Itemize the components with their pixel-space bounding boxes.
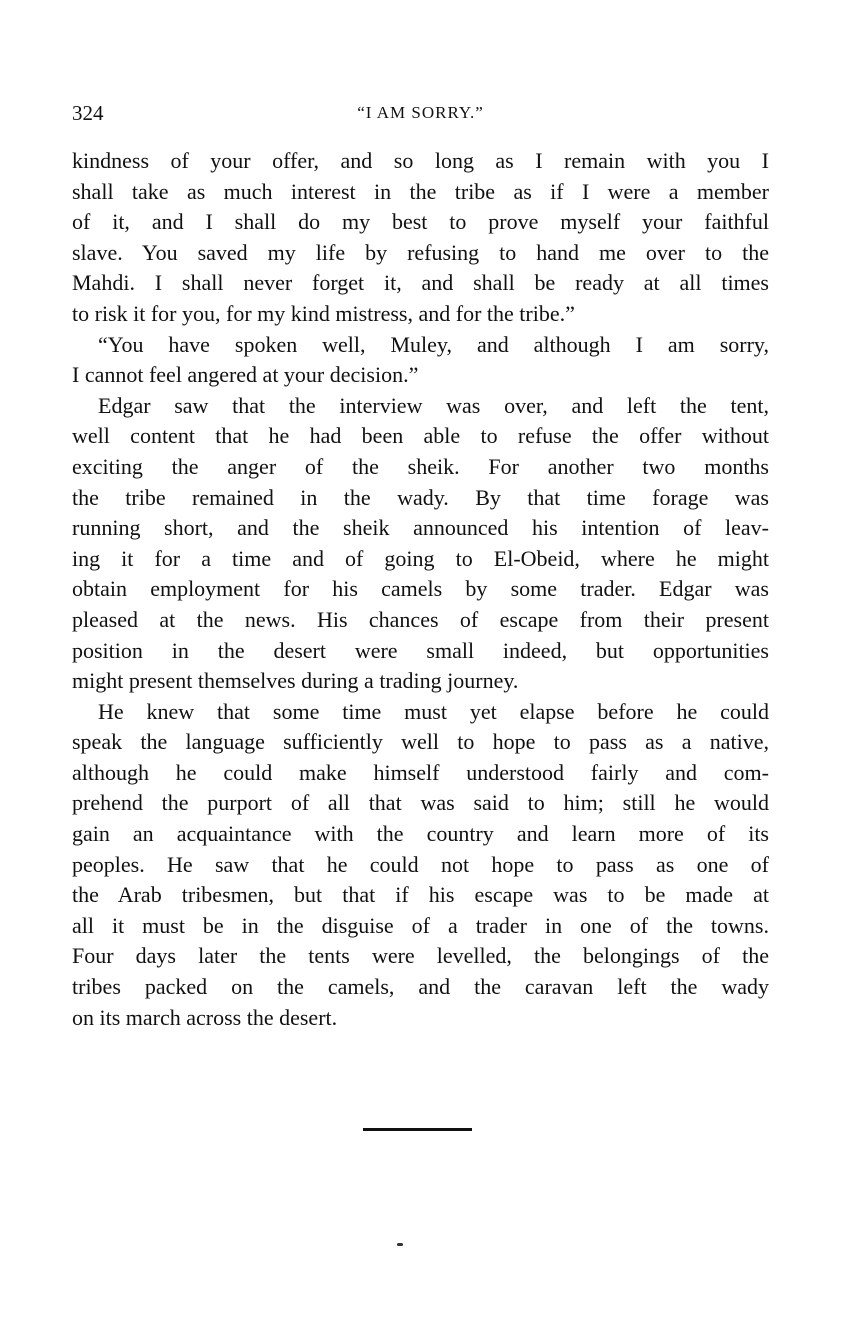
text-line: slave. You saved my life by refusing to hand me over to the [72,239,769,265]
text-line: the Arab tribesmen, but that if his escape was to be made at [72,882,769,908]
text-line: well content that he had been able to refuse the offer without [72,423,769,449]
text-line: Mahdi. I shall never forget it, and shall be ready at all times [72,270,769,296]
text-line: kindness of your offer, and so long as I remain with you I [72,148,769,173]
running-title: “I AM SORRY.” [357,103,484,122]
text-line: although he could make himself understood fairly and com- [72,759,769,785]
text-line: pleased at the news. His chances of escape from their present [72,606,769,632]
text-line: to risk it for you, for my kind mistress, and for the tribe.” [72,300,575,326]
text-line: Four days later the tents were levelled, the belongings of the [72,943,769,969]
text-line: Edgar saw that the interview was over, and left the tent, [98,392,769,418]
page-number: 324 [72,101,104,125]
text-line: gain an acquaintance with the country and learn more of its [72,821,769,847]
chapter-end-rule [363,1128,472,1131]
text-line: exciting the anger of the sheik. For another two months [72,453,769,479]
text-line: running short, and the sheik announced his intention of leav- [72,515,769,541]
text-line: all it must be in the disguise of a trader in one of the towns. [72,912,769,938]
text-line: shall take as much interest in the tribe as if I were a member [72,178,769,204]
text-line: of it, and I shall do my best to prove myself your faithful [72,209,769,235]
text-line: ing it for a time and of going to El-Obeid, where he might [72,545,769,571]
text-line: on its march across the desert. [72,1004,338,1030]
text-line: obtain employment for his camels by some trader. Edgar was [72,576,769,602]
text-line: position in the desert were small indeed, but opportunities [72,637,769,663]
print-speck [397,1243,403,1246]
text-line: speak the language sufficiently well to hope to pass as a native, [72,729,769,755]
text-line: the tribe remained in the wady. By that time forage was [72,484,769,510]
text-line: He knew that some time must yet elapse before he could [98,698,769,724]
text-line: tribes packed on the camels, and the caravan left the wady [72,974,769,1000]
text-line: I cannot feel angered at your decision.” [72,362,419,388]
text-line: “You have spoken well, Muley, and although I am sorry, [98,331,769,357]
book-page [72,96,769,1033]
text-line: prehend the purport of all that was said to him; still he would [72,790,769,816]
running-head [72,96,769,130]
body-text [72,146,769,1033]
text-line: peoples. He saw that he could not hope to pass as one of [72,851,769,877]
text-line: might present themselves during a trading journey. [72,668,519,694]
